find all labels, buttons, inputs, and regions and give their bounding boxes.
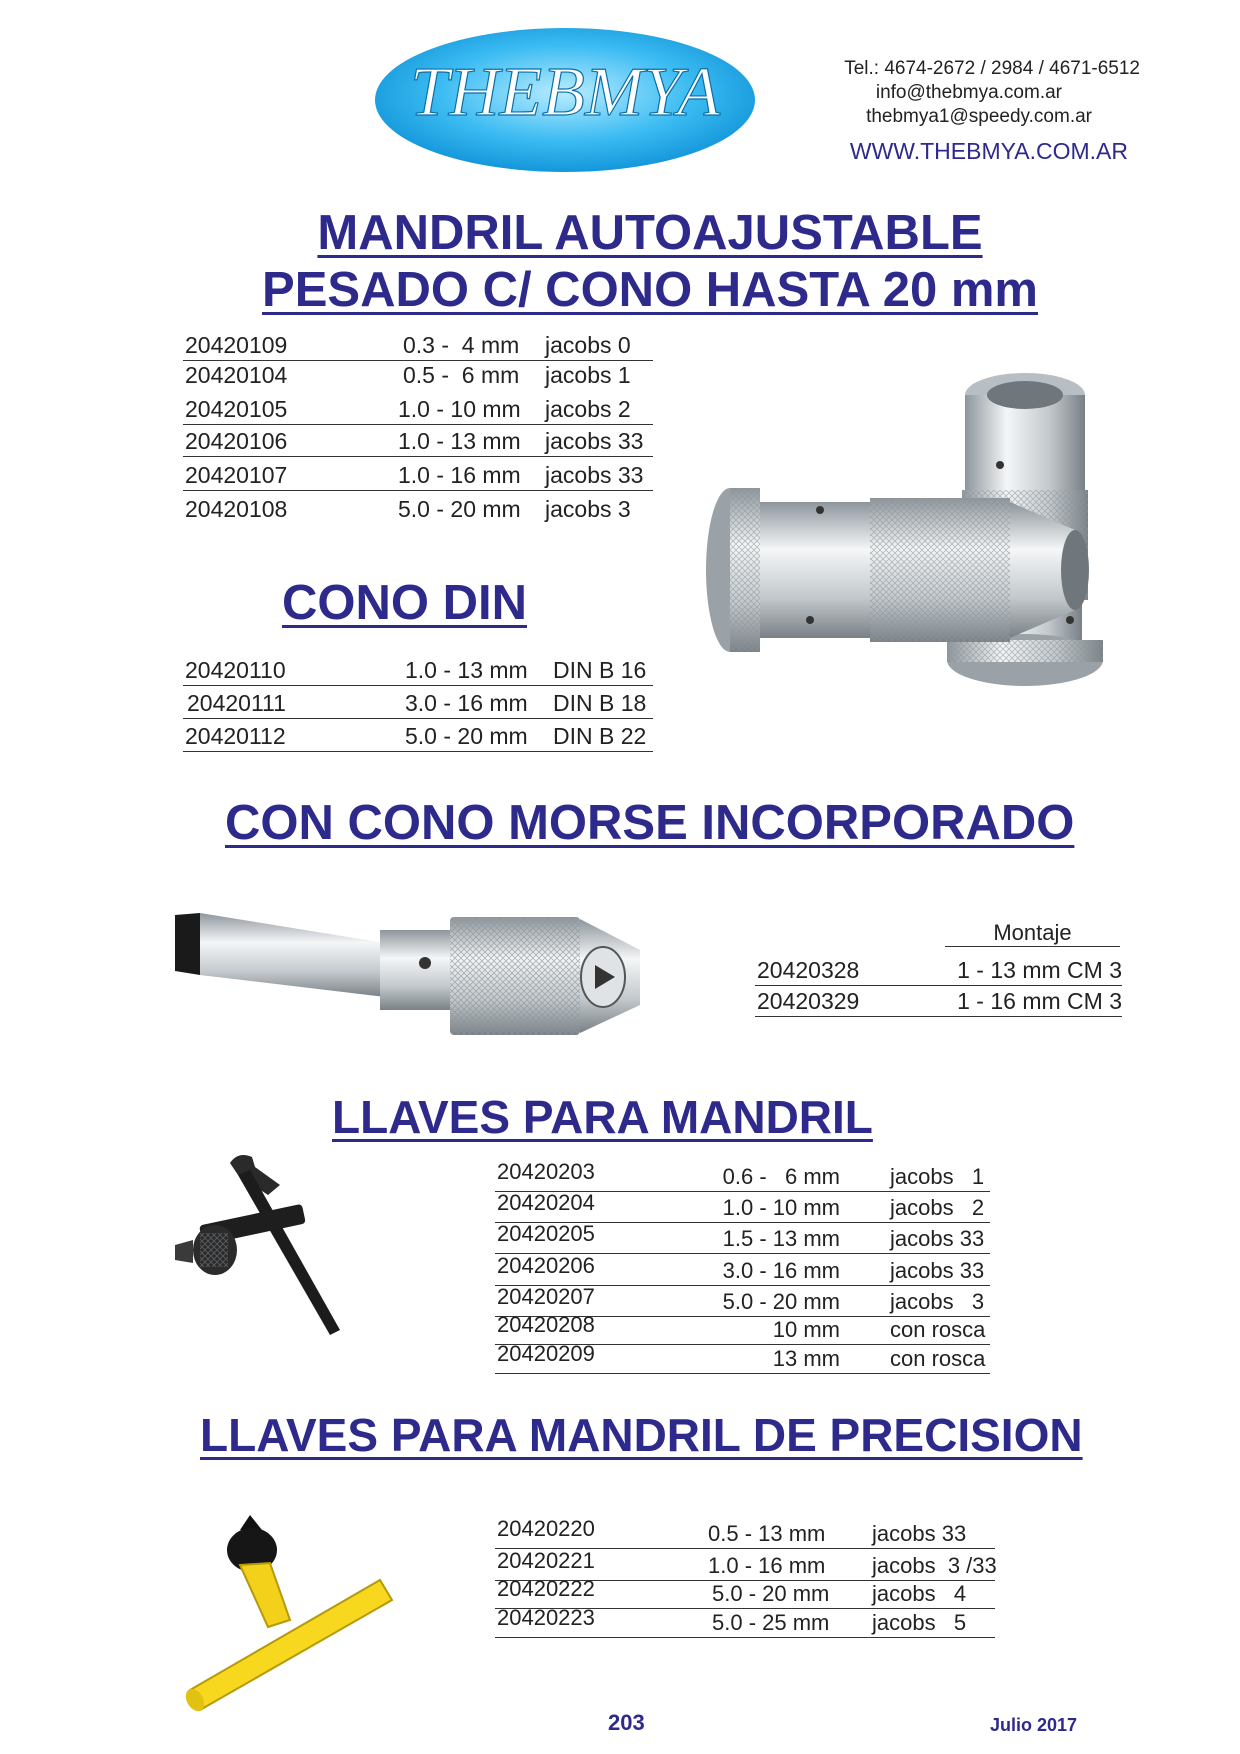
table-row xyxy=(183,460,653,491)
product-spec: DIN B 18 xyxy=(553,690,647,716)
product-code: 20420109 xyxy=(185,332,288,358)
table-row xyxy=(495,1605,995,1638)
precision-chuck-key-image xyxy=(170,1505,410,1725)
table-row xyxy=(183,426,653,457)
product-spec: jacobs 3 xyxy=(890,1289,985,1314)
product-spec: jacobs 33 xyxy=(872,1521,967,1546)
product-range: 1.5 - 13 mm xyxy=(722,1226,840,1251)
product-code: 20420209 xyxy=(497,1341,595,1366)
page-number: 203 xyxy=(608,1710,645,1735)
chuck-key-image xyxy=(160,1145,360,1355)
product-range: 1.0 - 10 mm xyxy=(722,1195,840,1220)
product-code: 20420329 xyxy=(757,988,860,1014)
product-code: 20420203 xyxy=(497,1159,595,1184)
table-row xyxy=(183,655,653,686)
product-range: 1.0 - 16 mm xyxy=(708,1553,826,1578)
table-row xyxy=(183,360,653,390)
website-link[interactable]: WWW.THEBMYA.COM.AR xyxy=(849,138,1128,164)
product-code: 20420108 xyxy=(185,496,288,522)
product-code: 20420207 xyxy=(497,1284,595,1309)
product-spec: con rosca xyxy=(890,1317,986,1342)
product-range: 3.0 - 16 mm xyxy=(405,690,528,716)
table-row xyxy=(183,394,653,425)
product-code: 20420106 xyxy=(185,428,288,454)
product-range: 1.0 - 16 mm xyxy=(398,462,521,488)
product-spec: jacobs 33 xyxy=(890,1226,985,1251)
table-row xyxy=(495,1221,990,1254)
logo-text: THEBMYA xyxy=(409,54,721,131)
product-code: 20420105 xyxy=(185,396,288,422)
product-code: 20420220 xyxy=(497,1516,595,1541)
product-spec: con rosca xyxy=(890,1346,986,1371)
product-range: 5.0 - 20 mm xyxy=(722,1289,840,1314)
product-code: 20420204 xyxy=(497,1190,595,1215)
product-range: 1.0 - 13 mm xyxy=(405,657,528,683)
section-title-llaves: LLAVES PARA MANDRIL xyxy=(332,1091,873,1143)
self-tightening-chuck-image xyxy=(700,370,1140,700)
product-spec: jacobs 33 xyxy=(545,428,644,454)
header xyxy=(0,0,1240,190)
product-code: 20420104 xyxy=(185,362,288,388)
product-range: 0.3 - 4 mm xyxy=(403,332,520,358)
product-spec: jacobs 3 /33 xyxy=(872,1553,997,1578)
section-title-morse: CON CONO MORSE INCORPORADO xyxy=(225,796,1075,850)
product-range: 13 mm xyxy=(772,1346,840,1371)
product-code: 20420221 xyxy=(497,1548,595,1573)
table-row xyxy=(495,1190,990,1223)
product-spec: jacobs 1 xyxy=(890,1164,985,1189)
footer-date: Julio 2017 xyxy=(990,1715,1078,1735)
product-spec: jacobs 3 xyxy=(545,496,631,522)
section-title-precision: LLAVES PARA MANDRIL DE PRECISION xyxy=(200,1409,1083,1461)
product-code: 20420107 xyxy=(185,462,288,488)
section-title-autoajustable-2: PESADO C/ CONO HASTA 20 mm xyxy=(262,263,1038,317)
product-range: 5.0 - 20 mm xyxy=(405,723,528,749)
section-title-autoajustable-1: MANDRIL AUTOAJUSTABLE xyxy=(317,206,983,260)
product-code: 20420111 xyxy=(187,690,286,716)
product-spec: jacobs 5 xyxy=(872,1610,967,1635)
product-range: 0.6 - 6 mm xyxy=(722,1164,840,1189)
product-spec: jacobs 4 xyxy=(872,1581,967,1606)
product-code: 20420208 xyxy=(497,1312,595,1337)
montaje-header: Montaje xyxy=(945,920,1120,947)
table-row xyxy=(495,1159,990,1192)
table-row xyxy=(495,1341,990,1374)
logo xyxy=(370,25,760,175)
table-row xyxy=(183,688,653,719)
product-code: 20420223 xyxy=(497,1605,595,1630)
product-range: 3.0 - 16 mm xyxy=(722,1258,840,1283)
email-text-2: thebmya1@speedy.com.ar xyxy=(866,106,1092,127)
product-range: 0.5 - 6 mm xyxy=(403,362,520,388)
product-spec: 1 - 13 mm CM 3 xyxy=(957,957,1122,983)
product-code: 20420112 xyxy=(185,723,286,749)
phone-text: Tel.: 4674-2672 / 2984 / 4671-6512 xyxy=(844,58,1140,79)
product-spec: jacobs 2 xyxy=(545,396,631,422)
product-code: 20420206 xyxy=(497,1253,595,1278)
table-row xyxy=(755,986,1122,1017)
table-row xyxy=(183,330,653,361)
product-code: 20420205 xyxy=(497,1221,595,1246)
product-spec: DIN B 22 xyxy=(553,723,647,749)
product-code: 20420328 xyxy=(757,957,860,983)
product-spec: jacobs 0 xyxy=(545,332,631,358)
email-text-1: info@thebmya.com.ar xyxy=(875,82,1062,103)
product-spec: jacobs 1 xyxy=(545,362,631,388)
product-range: 5.0 - 20 mm xyxy=(398,496,521,522)
product-code: 20420222 xyxy=(497,1576,595,1601)
product-range: 1.0 - 13 mm xyxy=(398,428,521,454)
product-spec: DIN B 16 xyxy=(553,657,647,683)
product-spec: 1 - 16 mm CM 3 xyxy=(957,988,1122,1014)
chuck-horizontal xyxy=(706,488,1089,652)
product-spec: jacobs 2 xyxy=(890,1195,985,1220)
product-range: 0.5 - 13 mm xyxy=(708,1521,826,1546)
section-title-cono-din: CONO DIN xyxy=(282,576,527,630)
product-code: 20420110 xyxy=(185,657,286,683)
morse-taper-chuck-image xyxy=(170,895,650,1055)
product-range: 10 mm xyxy=(772,1317,840,1342)
product-spec: jacobs 33 xyxy=(545,462,644,488)
product-range: 1.0 - 10 mm xyxy=(398,396,521,422)
table-row xyxy=(495,1516,995,1549)
product-spec: jacobs 33 xyxy=(890,1258,985,1283)
table-row xyxy=(183,721,653,752)
table-row xyxy=(183,494,653,524)
product-range: 5.0 - 25 mm xyxy=(712,1610,830,1635)
product-range: 5.0 - 20 mm xyxy=(712,1581,830,1606)
table-row xyxy=(755,955,1122,986)
table-row xyxy=(495,1253,990,1286)
